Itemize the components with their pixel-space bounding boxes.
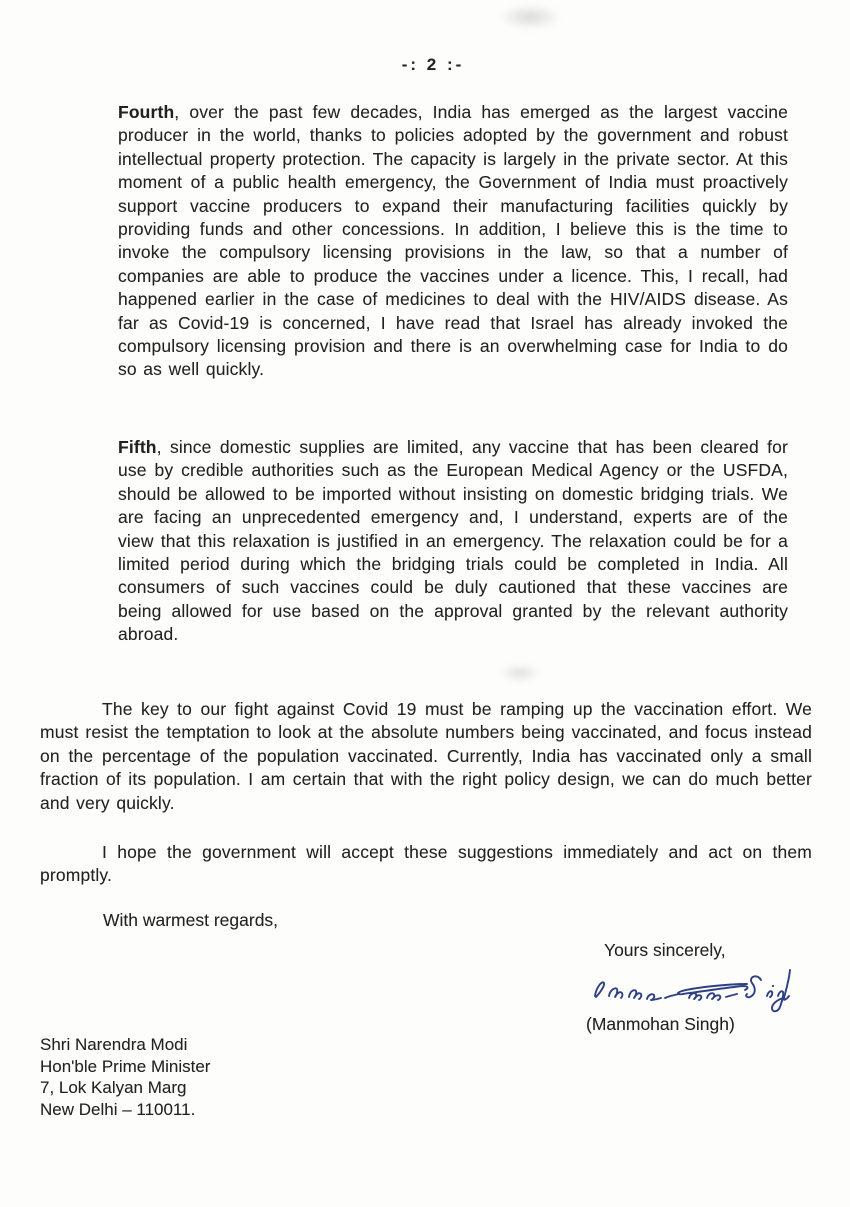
closing-regards: With warmest regards, [103, 910, 279, 930]
typed-signatory-name: (Manmohan Singh) [586, 1014, 735, 1034]
recipient-title: Hon'ble Prime Minister [40, 1056, 211, 1076]
recipient-address-block [40, 1034, 210, 1120]
paragraph-key-to-fight: The key to our fight against Covid 19 must be ramping up the vaccination effort. We must resist the temptation to look at the absolute numbers being vaccinated, and focus instead on the percentage of the population vaccinated. Currently, India has vaccinated only a small fraction of its population. I am certain that with the right policy design, we can do much better and very quickly. [40, 699, 812, 813]
signature-ink-strokes [583, 960, 798, 1018]
paragraph-fourth-text: , over the past few decades, India has emerged as the largest vaccine producer in the world, thanks to policies adopted by the government and robust intellectual property protection. The capacity is largely in the private sector. At this moment of a public health emergency, the Government of India must proactively support vaccine producers to expand their manufacturing facilities quickly by providing funds and other concessions. In addition, I believe this is the time to invoke the compulsory licensing provisions in the law, so that a number of companies are able to produce the vaccines under a licence. This, I recall, had happened earlier in the case of medicines to deal with the HIV/AIDS disease. As far as Covid-19 is concerned, I have read that Israel has already invoked the compulsory licensing provision and there is an overwhelming case for India to do so as well quickly. [118, 102, 788, 380]
scan-smudge-top [498, 4, 562, 30]
signoff-yours-sincerely: Yours sincerely, [604, 940, 726, 960]
recipient-name: Shri Narendra Modi [40, 1035, 188, 1054]
paragraph-hope: I hope the government will accept these suggestions immediately and act on them promptly. [40, 842, 812, 886]
recipient-street: 7, Lok Kalyan Marg [40, 1078, 187, 1097]
signature-manmohan-singh [583, 960, 798, 1018]
paragraph-fourth-lead: Fourth [118, 102, 175, 122]
scan-smudge-middle [500, 664, 540, 682]
recipient-city: New Delhi – 110011. [40, 1099, 196, 1119]
page-number-header: -: 2 :- [401, 55, 465, 74]
paragraph-fifth [118, 436, 788, 647]
paragraph-fifth-text: , since domestic supplies are limited, any vaccine that has been cleared for use by credible authorities such as the European Medical Agency or the USFDA, should be allowed to be imported without insisting on domestic bridging trials. We are facing an unprecedented emergency and, I understand, experts are of the view that this relaxation is justified in an emergency. The relaxation could be for a limited period during which the bridging trials could be completed in India. All consumers of such vaccines could be duly cautioned that these vaccines are being allowed for use based on the approval granted by the relevant authority abroad. [118, 437, 788, 645]
paragraph-fourth [118, 101, 788, 382]
paragraph-fifth-lead: Fifth [118, 437, 157, 457]
